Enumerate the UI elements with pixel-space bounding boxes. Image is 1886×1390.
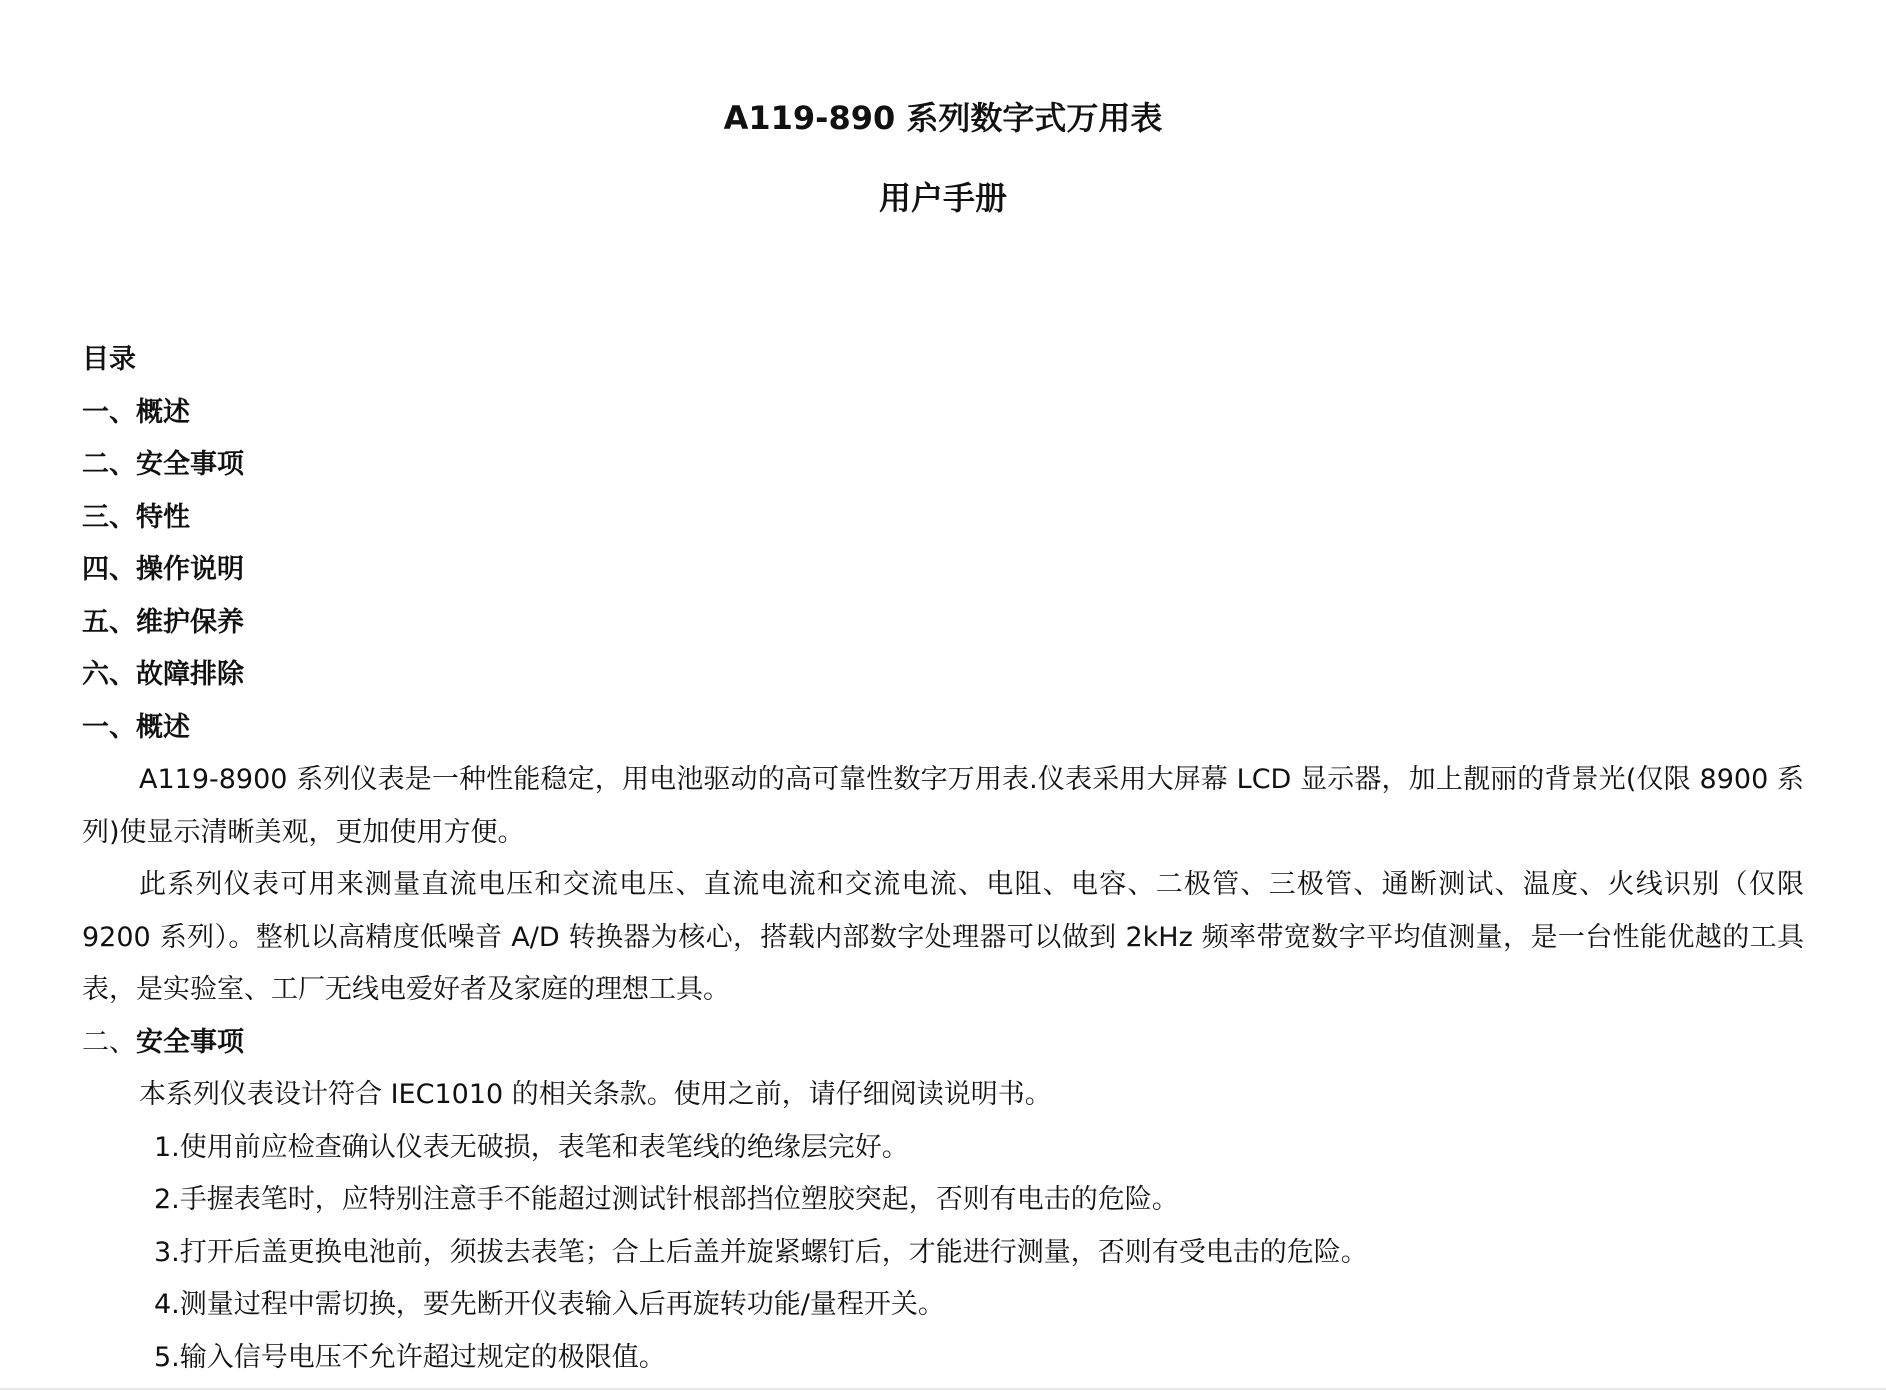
safety-item-1: 1.使用前应检查确认仪表无破损，表笔和表笔线的绝缘层完好。 <box>154 1131 909 1163</box>
safety-item-5: 5.输入信号电压不允许超过规定的极限值。 <box>154 1341 666 1373</box>
section-number: 二、 <box>82 1026 136 1058</box>
document-subtitle: 用户手册 <box>878 179 1007 217</box>
document-body <box>82 334 1804 1384</box>
toc-heading: 目录 <box>82 344 136 375</box>
toc-item-maintenance: 五、维护保养 <box>82 606 244 638</box>
safety-item-2: 2.手握表笔时，应特别注意手不能超过测试针根部挡位塑胶突起，否则有电击的危险。 <box>154 1184 1179 1215</box>
safety-intro: 本系列仪表设计符合 IEC1010 的相关条款。使用之前，请仔细阅读说明书。 <box>139 1079 1052 1110</box>
toc-item-overview: 一、概述 <box>82 396 190 428</box>
section-heading-overview: 一、概述 <box>82 711 190 743</box>
toc-item-features: 三、特性 <box>82 501 190 533</box>
safety-item-3: 3.打开后盖更换电池前，须拔去表笔；合上后盖并旋紧螺钉后，才能进行测量，否则有受电击的危险。 <box>154 1236 1368 1268</box>
section-title: 安全事项 <box>136 1026 244 1058</box>
toc-item-safety: 二、安全事项 <box>82 449 244 480</box>
toc-item-troubleshooting: 六、故障排除 <box>82 659 244 690</box>
section-heading-safety <box>82 1017 1804 1070</box>
toc-item-operation: 四、操作说明 <box>82 554 244 585</box>
document-title: A119-890 系列数字式万用表 <box>723 99 1163 137</box>
overview-paragraph-2: 此系列仪表可用来测量直流电压和交流电压、直流电流和交流电流、电阻、电容、二极管、三极管、通断测试、温度、火线识别（仅限 9200 系列）。整机以高精度低噪音 A/D 转换器为核心，搭载内部数字处理器可以做到 2kHz 频率带宽数字平均值测量，是一台性能优越的工具表，是实验室、工厂无线电爱好者及家庭的理想工具。 <box>82 869 1804 1005</box>
safety-item-4: 4.测量过程中需切换，要先断开仪表输入后再旋转功能/量程开关。 <box>154 1289 945 1320</box>
overview-paragraph-1: A119-8900 系列仪表是一种性能稳定，用电池驱动的高可靠性数字万用表.仪表采用大屏幕 LCD 显示器，加上靓丽的背景光(仅限 8900 系列)使显示清晰美观，更加使用方便。 <box>82 764 1804 848</box>
